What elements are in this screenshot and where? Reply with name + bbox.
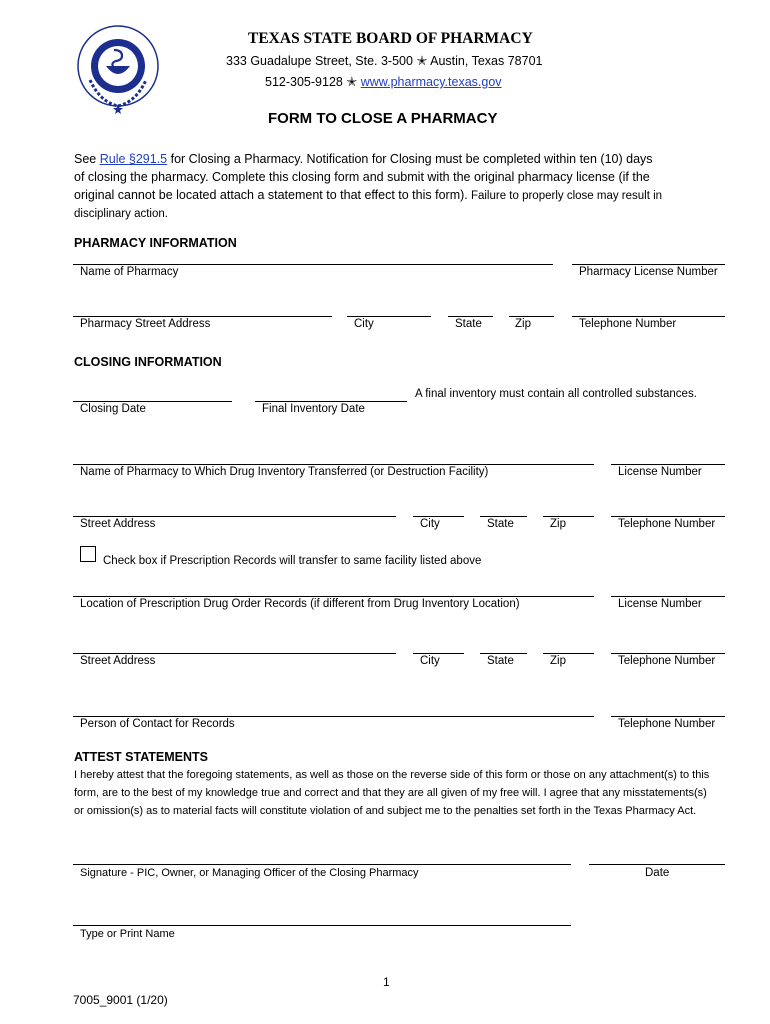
attest-statement: I hereby attest that the foregoing statements, as well as those on the reverse side of this form or those on any attachment(s) to this form, are to the best of my knowledge true and correct and that they are all given of my free will. I agree that any misstatements(s) or omission(s) as to material facts will constitute violation of and subject me to the penalties set forth in the Texas Pharmacy Act. xyxy=(74,769,710,817)
signature-field[interactable] xyxy=(73,864,571,865)
star-icon: ✭ xyxy=(346,74,358,89)
records-city-field[interactable] xyxy=(413,653,464,654)
transfer-pharmacy-name-field[interactable] xyxy=(73,464,594,465)
transfer-state-label: State xyxy=(487,518,514,530)
signature-date-field[interactable] xyxy=(589,864,725,865)
form-code: 7005_9001 (1/20) xyxy=(73,993,168,1007)
closing-date-label: Closing Date xyxy=(80,403,146,415)
records-street-field[interactable] xyxy=(73,653,396,654)
pharmacy-name-label: Name of Pharmacy xyxy=(80,266,179,278)
intro-line-4: disciplinary action. xyxy=(74,208,168,220)
transfer-state-field[interactable] xyxy=(480,516,527,517)
pharmacy-zip-field[interactable] xyxy=(509,316,554,317)
contact-phone-field[interactable] xyxy=(611,716,725,717)
transfer-street-field[interactable] xyxy=(73,516,396,517)
contact-person-field[interactable] xyxy=(73,716,594,717)
records-phone-label: Telephone Number xyxy=(618,655,716,667)
records-location-label: Location of Prescription Drug Order Records (if different from Drug Inventory Location) xyxy=(80,598,520,610)
records-phone-field[interactable] xyxy=(611,653,725,654)
board-seal xyxy=(70,20,166,116)
records-state-field[interactable] xyxy=(480,653,527,654)
transfer-pharmacy-name-label: Name of Pharmacy to Which Drug Inventory Transferred (or Destruction Facility) xyxy=(80,466,489,478)
records-state-label: State xyxy=(487,655,514,667)
pharmacy-phone-label: Telephone Number xyxy=(579,318,677,330)
same-facility-checkbox-label: Check box if Prescription Records will transfer to same facility listed above xyxy=(103,555,482,567)
board-name: TEXAS STATE BOARD OF PHARMACY xyxy=(248,30,533,47)
print-name-label: Type or Print Name xyxy=(80,928,175,940)
transfer-zip-field[interactable] xyxy=(543,516,594,517)
board-contact-line xyxy=(265,74,502,90)
records-zip-field[interactable] xyxy=(543,653,594,654)
board-address-line xyxy=(226,53,543,69)
closing-info-heading: CLOSING INFORMATION xyxy=(74,355,222,369)
transfer-city-field[interactable] xyxy=(413,516,464,517)
board-phone: 512-305-9128 xyxy=(265,75,343,89)
transfer-city-label: City xyxy=(420,518,440,530)
same-facility-checkbox[interactable] xyxy=(80,546,96,562)
pharmacy-license-field[interactable] xyxy=(572,264,725,265)
pharmacy-street-field[interactable] xyxy=(73,316,332,317)
records-license-label: License Number xyxy=(618,598,702,610)
transfer-license-label: License Number xyxy=(618,466,702,478)
transfer-phone-label: Telephone Number xyxy=(618,518,716,530)
intro-paragraph xyxy=(74,150,734,223)
pharmacy-city-label: City xyxy=(354,318,374,330)
pharmacy-name-field[interactable] xyxy=(73,264,553,265)
transfer-license-field[interactable] xyxy=(611,464,725,465)
intro-line-3: original cannot be located attach a statement to that effect to this form). Failure to properly close may result in xyxy=(74,188,663,202)
records-zip-label: Zip xyxy=(550,655,566,667)
page-number: 1 xyxy=(383,975,390,989)
contact-phone-label: Telephone Number xyxy=(618,718,716,730)
pharmacy-city-field[interactable] xyxy=(347,316,431,317)
pharmacy-info-heading: PHARMACY INFORMATION xyxy=(74,236,237,250)
form-title: FORM TO CLOSE A PHARMACY xyxy=(268,110,498,127)
records-street-label: Street Address xyxy=(80,655,156,667)
intro-line-2: of closing the pharmacy. Complete this closing form and submit with the original pharmacy license (if the xyxy=(74,170,650,184)
pharmacy-state-label: State xyxy=(455,318,482,330)
pharmacy-license-label: Pharmacy License Number xyxy=(579,266,718,278)
attest-heading: ATTEST STATEMENTS xyxy=(74,750,209,764)
intro-line-1: See Rule §291.5 for Closing a Pharmacy. Notification for Closing must be completed within ten (10) days xyxy=(74,152,653,166)
records-city-label: City xyxy=(420,655,440,667)
closing-date-field[interactable] xyxy=(73,401,232,402)
website-link[interactable]: www.pharmacy.texas.gov xyxy=(360,75,502,89)
final-inventory-date-label: Final Inventory Date xyxy=(262,403,365,415)
contact-person-label: Person of Contact for Records xyxy=(80,718,235,730)
records-license-field[interactable] xyxy=(611,596,725,597)
star-icon: ✭ xyxy=(416,53,428,68)
records-location-field[interactable] xyxy=(73,596,594,597)
city-state-zip: Austin, Texas 78701 xyxy=(430,54,543,68)
pharmacy-phone-field[interactable] xyxy=(572,316,725,317)
transfer-phone-field[interactable] xyxy=(611,516,725,517)
signature-label: Signature - PIC, Owner, or Managing Officer of the Closing Pharmacy xyxy=(80,867,419,879)
pharmacy-state-field[interactable] xyxy=(448,316,493,317)
print-name-field[interactable] xyxy=(73,925,571,926)
pharmacy-street-label: Pharmacy Street Address xyxy=(80,318,211,330)
signature-date-label: Date xyxy=(645,867,670,879)
transfer-street-label: Street Address xyxy=(80,518,156,530)
final-inventory-date-field[interactable] xyxy=(255,401,407,402)
pharmacy-zip-label: Zip xyxy=(515,318,531,330)
inventory-note: A final inventory must contain all controlled substances. xyxy=(415,388,697,400)
rule-link[interactable]: Rule §291.5 xyxy=(99,152,168,166)
street-address: 333 Guadalupe Street, Ste. 3-500 xyxy=(226,54,413,68)
transfer-zip-label: Zip xyxy=(550,518,566,530)
